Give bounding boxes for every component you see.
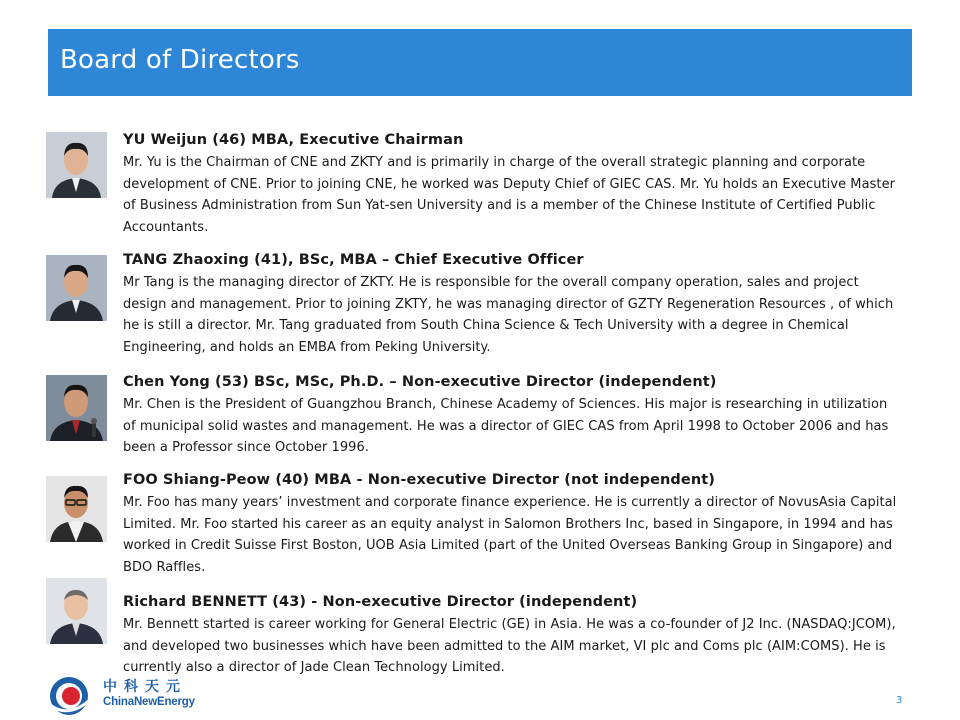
- director-photo: [46, 578, 107, 644]
- director-bio: Mr. Chen is the President of Guangzhou Branch, Chinese Academy of Sciences. His major is researching in utilization of municipal solid wastes and management. He was a director of GIEC CAS from April 1998 to October 2006 and has been a Professor since October 1996.: [123, 397, 889, 455]
- title-bar: [48, 29, 912, 96]
- director-photo: [46, 255, 107, 321]
- director-photo: [46, 375, 107, 441]
- director-bio: Mr. Bennett started is career working for General Electric (GE) in Asia. He was a co-founder of J2 Inc. (NASDAQ:JCOM), and developed two businesses which have been admitted to the AIM market, VI plc and Coms plc (AIM:COMS). He is currently also a director of Jade Clean Technology Limited.: [123, 617, 896, 675]
- director-bio: Mr. Yu is the Chairman of CNE and ZKTY and is primarily in charge of the overall strategic planning and corporate development of CNE. Prior to joining CNE, he worked was Deputy Chief of GIEC CAS. Mr. Yu holds an Executive Master of Business Administration from Sun Yat-sen University and is a member of the Chinese Institute of Certified Public Accountants.: [123, 155, 896, 235]
- page-number: 3: [896, 695, 903, 706]
- logo-english-name: ChinaNewEnergy: [103, 696, 195, 708]
- director-bio: Mr. Foo has many years’ investment and corporate finance experience. He is currently a director of NovusAsia Capital Limited. Mr. Foo started his career as an equity analyst in Salomon Brothers Inc, based in Singapore, in 1994 and has worked in Credit Suisse First Boston, UOB Asia Limited (part of the United Overseas Banking Group in Singapore) and BDO Raffles.: [123, 495, 897, 575]
- director-photo: [46, 476, 107, 542]
- page-title: Board of Directors: [60, 45, 300, 75]
- company-logo: [47, 675, 207, 717]
- director-heading: YU Weijun (46) MBA, Executive Chairman: [123, 132, 464, 148]
- director-photo: [46, 132, 107, 198]
- director-heading: Richard BENNETT (43) - Non-executive Director (independent): [123, 594, 638, 610]
- director-heading: Chen Yong (53) BSc, MSc, Ph.D. – Non-executive Director (independent): [123, 374, 717, 390]
- logo-chinese-name: 中科天元: [103, 679, 187, 695]
- director-heading: FOO Shiang-Peow (40) MBA - Non-executive Director (not independent): [123, 472, 716, 488]
- logo-mark-icon: [47, 675, 97, 717]
- director-bio: Mr Tang is the managing director of ZKTY. He is responsible for the overall company operation, sales and project design and management. Prior to joining ZKTY, he was managing director of GZTY Regeneration Resources , of which he is still a director. Mr. Tang graduated from South China Science & Tech University with a degree in Chemical Engineering, and holds an EMBA from Peking University.: [123, 275, 894, 355]
- director-heading: TANG Zhaoxing (41), BSc, MBA – Chief Executive Officer: [123, 252, 584, 268]
